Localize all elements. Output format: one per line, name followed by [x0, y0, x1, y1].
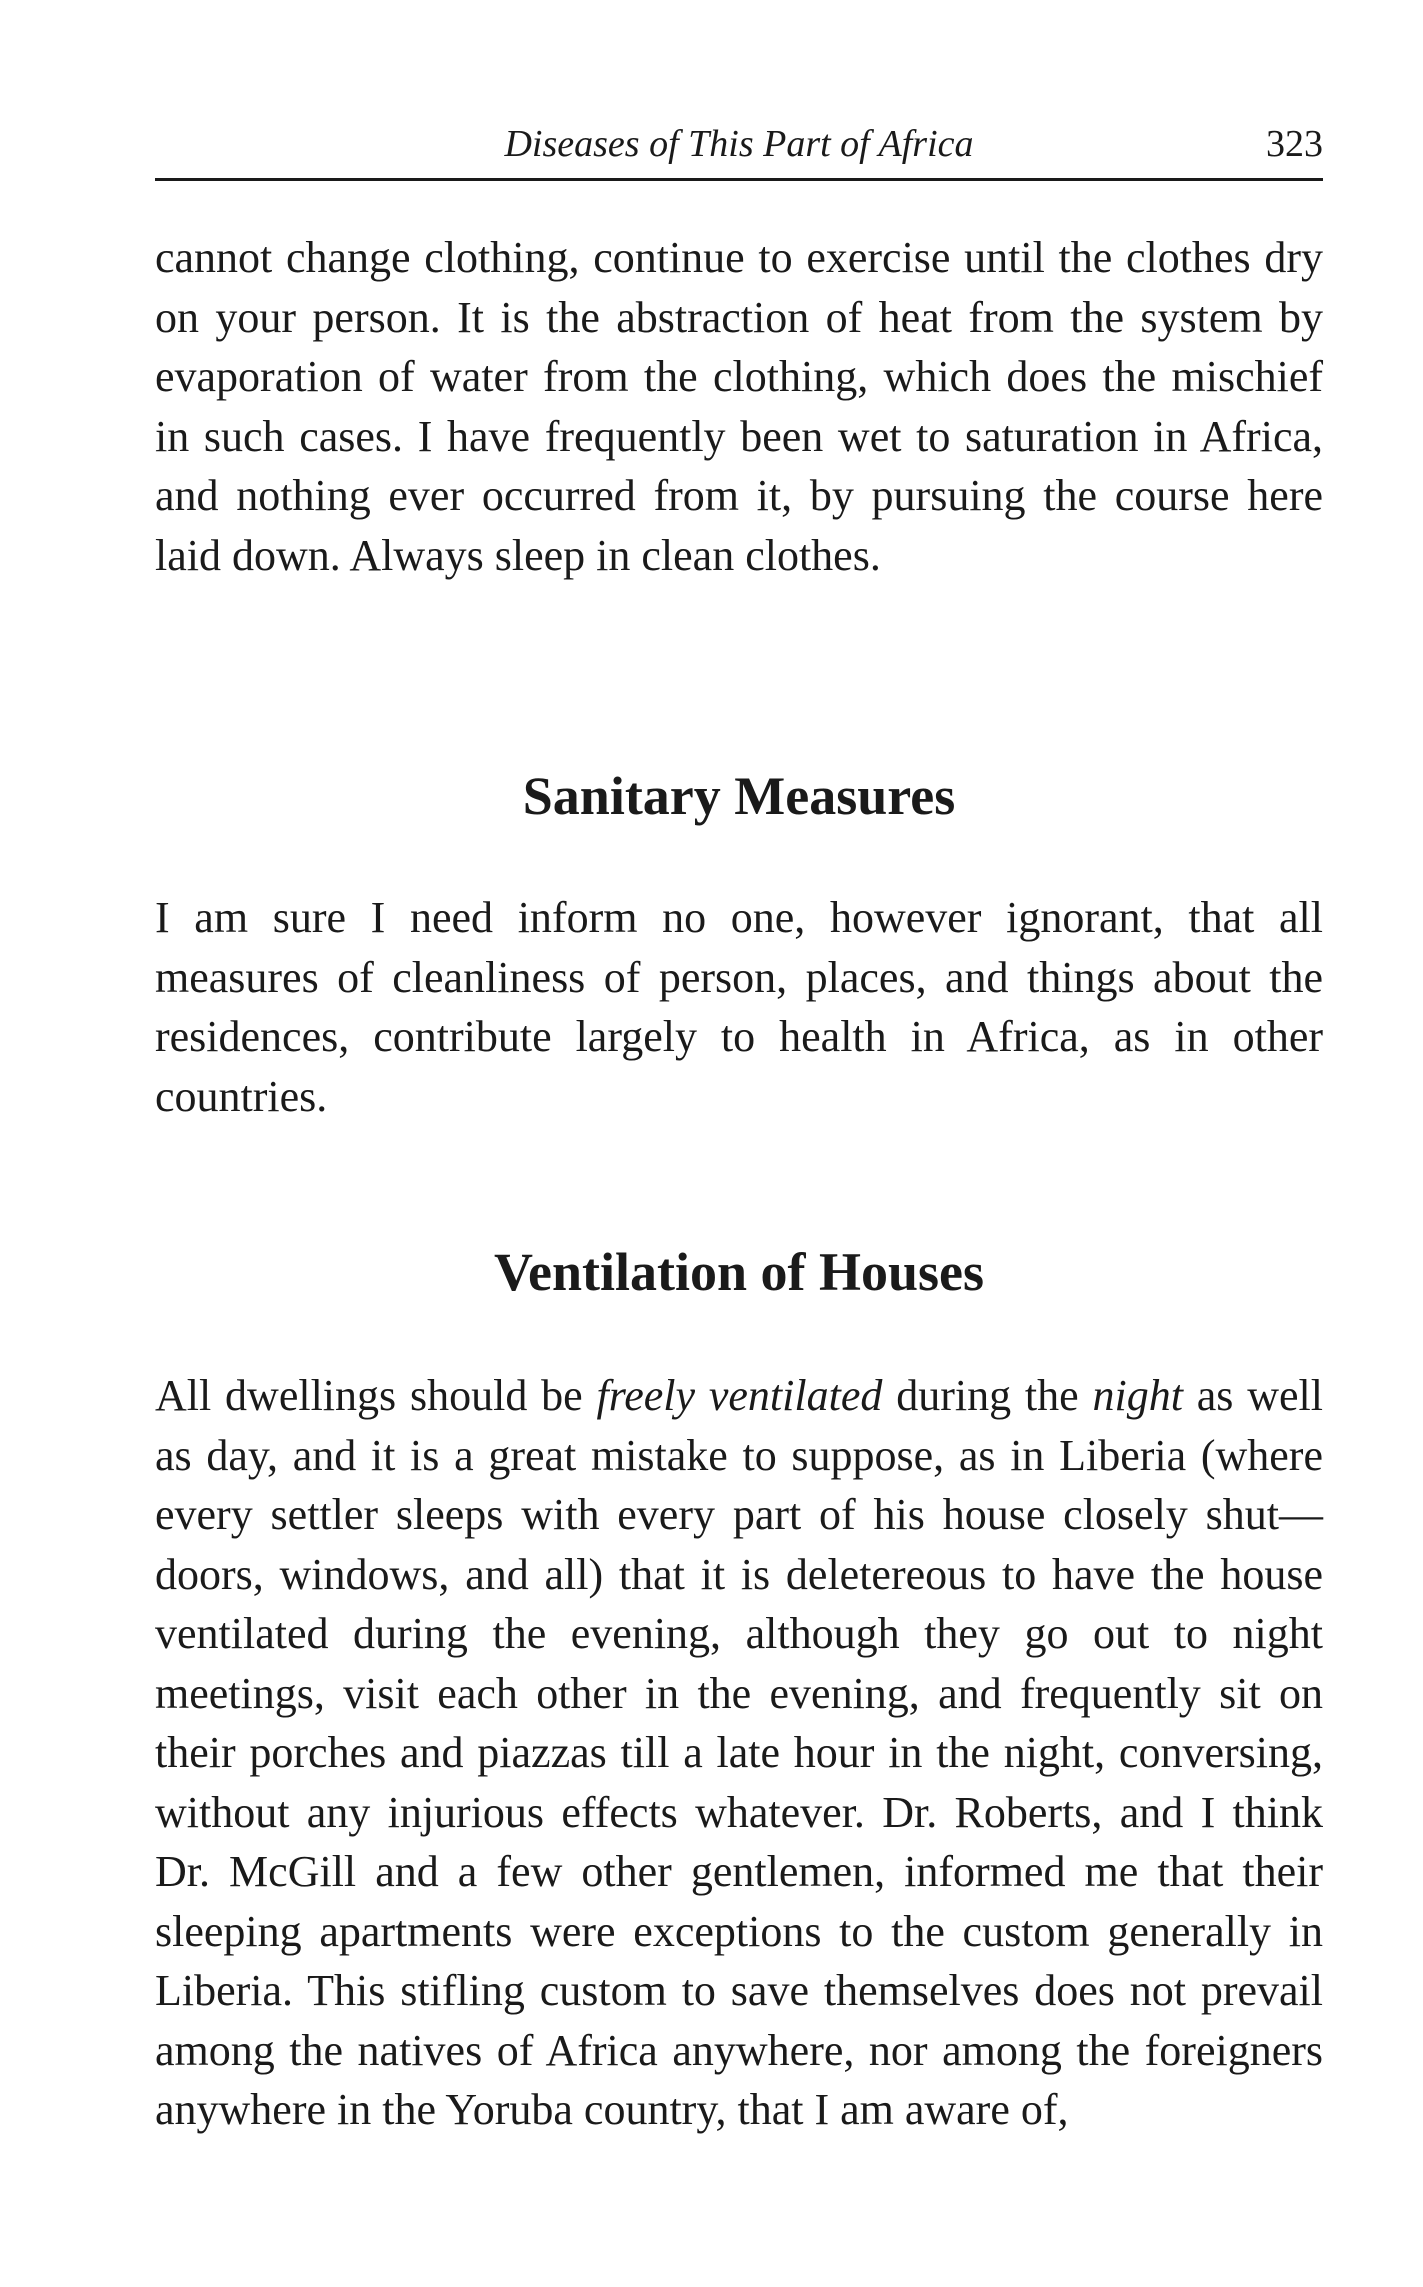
- paragraph-clothing: cannot change clothing, continue to exercise until the clothes dry on your person. It is the abstraction of heat from the system by evaporation of water from the clothing, which does the mischief in such cases. I have frequently been wet to saturation in Africa, and nothing ever occurred from it, by pursuing the course here laid down. Always sleep in clean clothes.: [155, 233, 1323, 580]
- page-number: 323: [1266, 123, 1323, 165]
- paragraph-ventilation: [155, 1366, 1323, 2140]
- emphasis-night: night: [1092, 1371, 1183, 1420]
- emphasis-freely-ventilated: freely ventilated: [596, 1371, 883, 1420]
- heading-sanitary-measures: Sanitary Measures: [522, 766, 956, 826]
- paragraph-sanitary-measures: I am sure I need inform no one, however ignorant, that all measures of cleanliness of person, places, and things about the residences, contribute largely to health in Africa, as in other countries.: [155, 893, 1323, 1121]
- ventilation-text-start: All dwellings should be: [155, 1371, 597, 1420]
- running-head-title: Diseases of This Part of Africa: [504, 123, 974, 165]
- ventilation-text-rest: as well as day, and it is a great mistake to suppose, as in Liberia (where every settler sleeps with every part of his house closely shut—doors, windows, and all) that it is deletereous to have the house ventilated during the evening, although they go out to night meetings, visit each other in the evening, and frequently sit on their porches and piazzas till a late hour in the night, conversing, without any injurious effects whatever. Dr. Roberts, and I think Dr. McGill and a few other gentlemen, informed me that their sleeping apartments were exceptions to the custom generally in Liberia. This stifling custom to save themselves does not prevail among the natives of Africa anywhere, nor among the foreigners anywhere in the Yoruba country, that I am aware of,: [155, 1371, 1323, 2134]
- ventilation-text-middle: during the: [882, 1371, 1093, 1420]
- running-head: [155, 118, 1323, 181]
- heading-ventilation-of-houses: Ventilation of Houses: [493, 1242, 985, 1302]
